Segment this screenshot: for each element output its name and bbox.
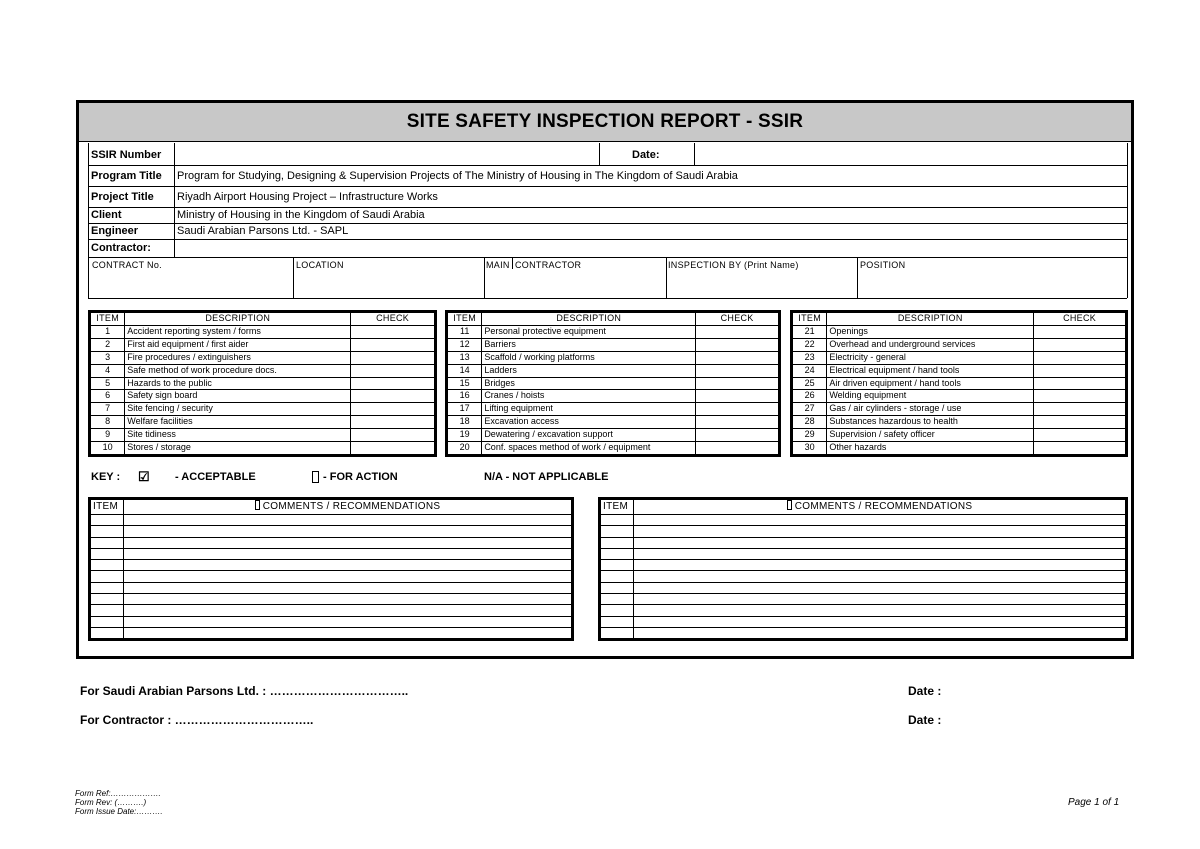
comment-text-cell[interactable] (124, 594, 573, 605)
comment-text-cell[interactable] (634, 571, 1127, 582)
comments-header (90, 499, 573, 515)
comment-item-cell[interactable] (600, 515, 634, 526)
comment-row (90, 627, 573, 639)
checklist-row (447, 416, 780, 429)
checklist-item-description: Electrical equipment / hand tools (827, 364, 1034, 377)
comment-item-cell[interactable] (90, 571, 124, 582)
contractor-col-label: CONTRACTOR (515, 260, 582, 270)
comments-header (600, 499, 1127, 515)
comment-row (600, 582, 1127, 593)
checklist-item-description: Site fencing / security (125, 403, 351, 416)
checklist-row (90, 429, 436, 442)
checklist-item-number: 16 (447, 390, 482, 403)
checklist-item-description: Safety sign board (125, 390, 351, 403)
checklist-row (447, 325, 780, 338)
checklist-item-number: 6 (90, 390, 125, 403)
checklist-item-number: 11 (447, 325, 482, 338)
comment-row (600, 594, 1127, 605)
checklist-check-cell[interactable] (351, 403, 436, 416)
comment-row (600, 605, 1127, 616)
comment-row (600, 537, 1127, 548)
checklist-row (447, 377, 780, 390)
comment-row (90, 605, 573, 616)
checklist-item-description: Welding equipment (827, 390, 1034, 403)
checklist-check-cell[interactable] (696, 403, 780, 416)
comment-box-icon (787, 500, 792, 510)
checklist-row (792, 390, 1127, 403)
checklist-item-number: 15 (447, 377, 482, 390)
comment-row (600, 526, 1127, 537)
comment-text-cell[interactable] (124, 627, 573, 639)
checklist-item-description: Excavation access (482, 416, 696, 429)
sapl-signature-line: For Saudi Arabian Parsons Ltd. : …………………………….. (80, 684, 409, 698)
comment-row (90, 537, 573, 548)
checklist-check-cell[interactable] (1034, 364, 1127, 377)
checklist-item-number: 5 (90, 377, 125, 390)
checklist-item-number: 13 (447, 351, 482, 364)
checklist-item-number: 7 (90, 403, 125, 416)
checklist-item-number: 1 (90, 325, 125, 338)
sapl-date-label: Date : (908, 684, 942, 698)
comments-col-title: COMMENTS / RECOMMENDATIONS (262, 501, 441, 512)
comment-text-cell[interactable] (634, 594, 1127, 605)
checklist-item-number: 22 (792, 338, 827, 351)
comment-item-cell[interactable] (600, 537, 634, 548)
checklist-item-number: 12 (447, 338, 482, 351)
comment-text-cell[interactable] (124, 605, 573, 616)
checklist-item-description: Electricity - general (827, 351, 1034, 364)
form-ref: Form Ref:………………. (75, 789, 161, 798)
comment-item-cell[interactable] (600, 582, 634, 593)
comment-row (600, 548, 1127, 559)
date-field[interactable] (695, 144, 1126, 165)
comment-text-cell[interactable] (124, 616, 573, 627)
checklist-header (792, 312, 1127, 326)
checklist-row (792, 351, 1127, 364)
checklist-item-description: Welfare facilities (125, 416, 351, 429)
comment-item-cell[interactable] (90, 515, 124, 526)
project-title-label: Project Title (91, 191, 154, 203)
comment-item-cell[interactable] (600, 548, 634, 559)
checklist-row (447, 364, 780, 377)
checklist-row (447, 390, 780, 403)
comment-row (90, 594, 573, 605)
comment-item-cell[interactable] (90, 548, 124, 559)
checklist-row (447, 403, 780, 416)
checklist-header (447, 312, 780, 326)
comment-row (90, 560, 573, 571)
client-value: Ministry of Housing in the Kingdom of Saudi Arabia (177, 209, 425, 221)
comment-text-cell[interactable] (634, 627, 1127, 639)
checklist-item-description: Accident reporting system / forms (125, 325, 351, 338)
comment-text-cell[interactable] (124, 571, 573, 582)
checklist-check-cell[interactable] (696, 429, 780, 442)
comment-text-cell[interactable] (634, 548, 1127, 559)
comment-text-cell[interactable] (634, 605, 1127, 616)
checklist-item-description: Air driven equipment / hand tools (827, 377, 1034, 390)
checklist-item-number: 23 (792, 351, 827, 364)
checklist-check-cell[interactable] (1034, 429, 1127, 442)
comments-header-cell (124, 499, 573, 515)
checklist-check-cell[interactable] (351, 416, 436, 429)
comment-item-cell[interactable] (90, 616, 124, 627)
position-label: POSITION (860, 260, 906, 270)
program-title-value: Program for Studying, Designing & Supervision Projects of The Ministry of Housing in The Kingdom of Saudi Arabia (177, 170, 738, 182)
checklist-row (792, 377, 1127, 390)
comment-text-cell[interactable] (124, 560, 573, 571)
comment-item-cell[interactable] (90, 560, 124, 571)
project-title-value: Riyadh Airport Housing Project – Infrastructure Works (177, 191, 438, 203)
form-issue-date: Form Issue Date:………. (75, 807, 163, 816)
checklist-item-description: Stores / storage (125, 442, 351, 456)
checklist-check-cell[interactable] (1034, 338, 1127, 351)
checklist-row (792, 442, 1127, 456)
checklist-item-number: 19 (447, 429, 482, 442)
checklist-item-description: Site tidiness (125, 429, 351, 442)
checklist-item-number: 26 (792, 390, 827, 403)
report-frame (76, 100, 1134, 659)
checklist-item-number: 14 (447, 364, 482, 377)
comment-item-cell[interactable] (600, 605, 634, 616)
comments-item-header: ITEM (90, 499, 124, 515)
contractor-field[interactable] (175, 240, 1126, 257)
checklist-check-cell[interactable] (1034, 416, 1127, 429)
checklist-check-cell[interactable] (696, 364, 780, 377)
key-label: KEY : (91, 471, 121, 483)
checklist-item-number: 4 (90, 364, 125, 377)
checklist-check-cell[interactable] (351, 390, 436, 403)
col-description-header: DESCRIPTION (482, 312, 696, 326)
contractor-date-label: Date : (908, 713, 942, 727)
checklist-item-description: Dewatering / excavation support (482, 429, 696, 442)
comment-row (600, 571, 1127, 582)
checklist-row (447, 429, 780, 442)
checklist-item-description: Hazards to the public (125, 377, 351, 390)
checklist-row (447, 351, 780, 364)
comments-table-1 (88, 497, 574, 641)
comment-item-cell[interactable] (600, 616, 634, 627)
col-item-header: ITEM (792, 312, 827, 326)
form-rev: Form Rev: (……….) (75, 798, 147, 807)
checklist-item-description: Openings (827, 325, 1034, 338)
checklist-item-description: Ladders (482, 364, 696, 377)
checklist-check-cell[interactable] (351, 377, 436, 390)
checklist-item-number: 28 (792, 416, 827, 429)
checklist-table-1 (88, 310, 437, 457)
comment-row (600, 560, 1127, 571)
comment-item-cell[interactable] (90, 582, 124, 593)
checklist-check-cell[interactable] (696, 338, 780, 351)
comment-row (600, 515, 1127, 526)
checklist-item-description: Conf. spaces method of work / equipment (482, 442, 696, 456)
comment-text-cell[interactable] (634, 526, 1127, 537)
checklist-check-cell[interactable] (1034, 377, 1127, 390)
col-check-header: CHECK (696, 312, 780, 326)
inspection-by-label: INSPECTION BY (Print Name) (668, 260, 799, 270)
col-item-header: ITEM (447, 312, 482, 326)
checklist-item-number: 17 (447, 403, 482, 416)
checklist-item-description: Lifting equipment (482, 403, 696, 416)
checklist-check-cell[interactable] (696, 351, 780, 364)
comment-item-cell[interactable] (600, 594, 634, 605)
footer-form-info (75, 789, 163, 816)
checklist-row (792, 403, 1127, 416)
checklist-item-number: 24 (792, 364, 827, 377)
col-description-header: DESCRIPTION (827, 312, 1034, 326)
checklist-item-number: 10 (90, 442, 125, 456)
checklist-item-description: Scaffold / working platforms (482, 351, 696, 364)
comment-text-cell[interactable] (634, 582, 1127, 593)
checklist-check-cell[interactable] (696, 377, 780, 390)
comment-item-cell[interactable] (90, 526, 124, 537)
checklist-row (90, 377, 436, 390)
checklist-row (90, 351, 436, 364)
key-for-action: - FOR ACTION (323, 471, 398, 483)
checklist-item-description: Personal protective equipment (482, 325, 696, 338)
client-label: Client (91, 209, 122, 221)
comment-text-cell[interactable] (124, 582, 573, 593)
page-number: Page 1 of 1 (1068, 797, 1120, 808)
comment-item-cell[interactable] (90, 605, 124, 616)
comment-row (600, 627, 1127, 639)
ssir-number-field[interactable] (175, 144, 599, 165)
comment-text-cell[interactable] (634, 616, 1127, 627)
checklist-check-cell[interactable] (696, 325, 780, 338)
checklist-row (447, 338, 780, 351)
key-not-applicable: N/A - NOT APPLICABLE (484, 471, 609, 483)
comment-text-cell[interactable] (124, 515, 573, 526)
checklist-item-number: 2 (90, 338, 125, 351)
checklist-check-cell[interactable] (696, 390, 780, 403)
checklist-check-cell[interactable] (1034, 442, 1127, 456)
col-check-header: CHECK (1034, 312, 1127, 326)
checklist-row (90, 364, 436, 377)
comment-item-cell[interactable] (600, 571, 634, 582)
checklist-row (90, 390, 436, 403)
key-acceptable: - ACCEPTABLE (175, 471, 256, 483)
checklist-row (90, 403, 436, 416)
checklist-check-cell[interactable] (351, 429, 436, 442)
comment-item-cell[interactable] (90, 537, 124, 548)
contractor-signature-line: For Contractor : …………………………….. (80, 713, 314, 727)
comment-row (90, 582, 573, 593)
contract-no-label: CONTRACT No. (92, 260, 162, 270)
checklist-row (447, 442, 780, 456)
checklist-item-description: Other hazards (827, 442, 1034, 456)
comment-text-cell[interactable] (124, 537, 573, 548)
checkmark-icon: ☑ (138, 469, 150, 484)
checklist-item-description: Bridges (482, 377, 696, 390)
checklist-row (792, 429, 1127, 442)
checklist-row (90, 442, 436, 456)
comment-text-cell[interactable] (634, 560, 1127, 571)
checklist-row (90, 338, 436, 351)
comment-row (90, 548, 573, 559)
checklist-item-description: Barriers (482, 338, 696, 351)
checklist-item-number: 9 (90, 429, 125, 442)
checklist-check-cell[interactable] (1034, 351, 1127, 364)
engineer-value: Saudi Arabian Parsons Ltd. - SAPL (177, 225, 349, 237)
checklist-row (90, 325, 436, 338)
comment-box-icon (255, 500, 260, 510)
checklist-check-cell[interactable] (351, 364, 436, 377)
comment-item-cell[interactable] (90, 594, 124, 605)
checklist-check-cell[interactable] (351, 442, 436, 456)
comment-row (90, 526, 573, 537)
checklist-check-cell[interactable] (1034, 325, 1127, 338)
checklist-row (792, 325, 1127, 338)
checklist-item-number: 27 (792, 403, 827, 416)
checklist-table-3 (790, 310, 1128, 457)
checklist-check-cell[interactable] (1034, 403, 1127, 416)
comment-item-cell[interactable] (90, 627, 124, 639)
contractor-label: Contractor: (91, 242, 151, 254)
program-title-label: Program Title (91, 170, 162, 182)
report-title: SITE SAFETY INSPECTION REPORT - SSIR (79, 103, 1131, 142)
checklist-item-description: First aid equipment / first aider (125, 338, 351, 351)
comment-item-cell[interactable] (600, 627, 634, 639)
checklist-row (90, 416, 436, 429)
col-check-header: CHECK (351, 312, 436, 326)
comment-row (90, 571, 573, 582)
ssir-number-label: SSIR Number (91, 149, 162, 161)
checklist-header (90, 312, 436, 326)
checklist-row (792, 338, 1127, 351)
checklist-check-cell[interactable] (696, 416, 780, 429)
checklist-item-number: 18 (447, 416, 482, 429)
checklist-check-cell[interactable] (1034, 390, 1127, 403)
comment-item-cell[interactable] (600, 560, 634, 571)
comment-row (600, 616, 1127, 627)
col-description-header: DESCRIPTION (125, 312, 351, 326)
comments-header-cell (634, 499, 1127, 515)
checklist-item-description: Gas / air cylinders - storage / use (827, 403, 1034, 416)
checklist-item-description: Fire procedures / extinguishers (125, 351, 351, 364)
comment-text-cell[interactable] (124, 548, 573, 559)
checklist-item-description: Substances hazardous to health (827, 416, 1034, 429)
location-label: LOCATION (296, 260, 344, 270)
checklist-check-cell[interactable] (351, 325, 436, 338)
checklist-row (792, 364, 1127, 377)
comment-text-cell[interactable] (634, 515, 1127, 526)
comment-row (90, 515, 573, 526)
checklist-item-description: Overhead and underground services (827, 338, 1034, 351)
checklist-item-number: 21 (792, 325, 827, 338)
comments-item-header: ITEM (600, 499, 634, 515)
checklist-item-number: 25 (792, 377, 827, 390)
checklist-row (792, 416, 1127, 429)
checklist-check-cell[interactable] (351, 338, 436, 351)
checklist-item-description: Cranes / hoists (482, 390, 696, 403)
comment-text-cell[interactable] (634, 537, 1127, 548)
engineer-label: Engineer (91, 225, 139, 237)
comment-item-cell[interactable] (600, 526, 634, 537)
comment-row (90, 616, 573, 627)
checklist-item-number: 3 (90, 351, 125, 364)
checklist-table-2 (445, 310, 781, 457)
checklist-item-number: 30 (792, 442, 827, 456)
checklist-check-cell[interactable] (351, 351, 436, 364)
comment-text-cell[interactable] (124, 526, 573, 537)
comments-col-title: COMMENTS / RECOMMENDATIONS (794, 501, 973, 512)
comments-table-2 (598, 497, 1128, 641)
checklist-item-number: 20 (447, 442, 482, 456)
checklist-item-description: Safe method of work procedure docs. (125, 364, 351, 377)
checklist-item-number: 8 (90, 416, 125, 429)
action-box-icon (312, 471, 319, 485)
col-item-header: ITEM (90, 312, 125, 326)
date-label: Date: (632, 149, 660, 161)
checklist-item-number: 29 (792, 429, 827, 442)
checklist-check-cell[interactable] (696, 442, 780, 456)
main-label: MAIN (486, 260, 510, 270)
checklist-item-description: Supervision / safety officer (827, 429, 1034, 442)
